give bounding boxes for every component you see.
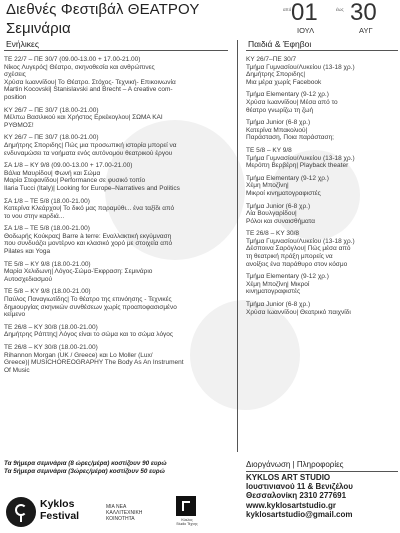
logo-text-festival: Festival [40,510,80,522]
tagline-line: ΜΙΑ ΝΕΑ [106,504,127,510]
adults-seminar-list [4,56,228,374]
seminar-date-or-group: Τμήμα Junior (6-8 χρ.) [246,301,311,309]
seminar-entry [4,261,228,284]
seminar-date-or-group: ΤΕ 5/8 – ΚΥ 9/8 [246,146,292,154]
seminar-entry [4,225,228,255]
seminar-detail-line: Rihannon Morgan (UK / Greece) και Lo Moller (Lux/ [4,351,153,359]
seminar-date-or-group: ΤΕ 5/8 – ΚΥ 9/8 (18.00-21.00) [4,288,91,296]
seminar-entry [246,175,398,198]
studio-caption-line: Studio Τέχνης [176,522,198,526]
seminar-detail-line: Θοδωρής Κούκρας| Barre à terre: Εναλλακτική εκγύμναση [4,232,172,240]
seminar-detail-line: Χρύσα Ιωαννίδου| Θεατρικό παιχνίδι [246,308,351,316]
seminar-detail-line: Pilates και Yoga [4,248,51,256]
organizer-name: KYKLOS ART STUDIO [246,473,331,482]
kyklos-studio-logo-icon [176,496,196,516]
tagline-line: ΚΟΙΝΟΤΗΤΑ [106,516,135,522]
seminar-detail-line: Δημήτρης Ράπτης| Λόγος είναι το σώμα και το σώμα λόγος [4,331,174,339]
seminar-date-or-group: ΤΕ 22/7 – ΠΕ 30/7 (09.00-13.00 + 17.00-21.00) [4,56,141,63]
seminar-date-or-group: ΤΕ 26/8 – ΚΥ 30/8 [246,230,299,238]
seminar-detail-line: Of Music [4,366,30,374]
kyklos-festival-logo-text [40,498,79,522]
seminar-date-or-group: ΤΕ 26/8 – ΚΥ 30/8 (18.00-21.00) [4,344,98,351]
seminar-entry [4,162,228,192]
date-from-month: ΙΟΥΛ [297,26,315,35]
seminar-detail-line: Λία Βουλγαρίδου| [246,210,297,218]
seminar-detail-line: σχέσεις [4,71,26,79]
seminar-date-or-group: ΣΑ 1/8 – ΤΕ 5/8 (18.00-21.00) [4,225,90,233]
seminar-detail-line: Κατερίνα Κλεάρχου| Το δικό μας παραμύθι... ένα ταξίδι από [4,205,175,213]
seminar-date-or-group: Τμήμα Junior (6-8 χρ.) [246,119,311,127]
kids-seminar-list [246,56,398,316]
seminar-detail-line: κείμενο [4,311,26,319]
seminar-detail-line: Δημήτρης Σποριδης| [246,71,306,79]
seminar-date-or-group: ΚΥ 26/7 – ΠΕ 30/7 (18.00-21.00) [4,106,99,114]
seminar-date-or-group: Τμήμα Elementary (9-12 χρ.) [246,174,329,182]
seminar-date-or-group: ΣΑ 1/8 – ΤΕ 5/8 (18.00-21.00) [4,197,90,205]
organizer-email[interactable]: kyklosartstudio@gmail.com [246,509,353,519]
seminar-detail-line: Μέλπω Βασιλικού και Χρήστος Ερκέκογλου| ΣΩΜΑ ΚΑΙ [4,114,163,122]
seminar-detail-line: Μια μέρα χωρίς Facebook [246,78,322,86]
seminar-detail-line: position [4,93,27,101]
seminar-detail-line: Ρόλοι και συναισθήματα [246,217,316,225]
seminar-entry [4,107,228,130]
seminar-detail-line: Κατερίνα Μπακολιού| [246,126,308,134]
studio-caption-line: Κύκλος [181,518,193,522]
seminar-entry [4,288,228,318]
seminar-entry [246,301,398,316]
seminar-detail-line: ΡΥΘΜΟΣ! [4,121,34,129]
seminar-detail-line: ανοίξεις ένα παράθυρο στον κόσμο [246,260,348,268]
seminar-detail-line: δημιουργίας σκηνικών συνθέσεων χωρίς προαποφασισμένο [4,303,177,311]
seminar-entry [246,203,398,226]
seminar-detail-line: θέατρο γνωρίζω τη ζωή [246,106,314,114]
pricing-notes [4,460,232,476]
organizer-info [246,460,398,519]
seminar-detail-line: Βάλια Μαυρίδου| Φωνή και Σώμα [4,169,101,177]
seminar-entry [246,119,398,142]
seminars-title: Σεμινάρια [6,20,71,37]
date-from-label: από [283,7,292,12]
tagline-line: ΚΑΛΛΙΤΕΧΝΙΚΗ [106,510,143,516]
seminar-detail-line: Τμήμα Γυμνασίου/Λυκείου (13-18 χρ.) [246,237,355,245]
seminar-entry [246,273,398,296]
date-from [283,0,323,44]
seminar-date-or-group: Τμήμα Elementary (9-12 χρ.) [246,273,329,281]
seminar-detail-line: τη θεατρική πράξη μπορείς να [246,253,333,261]
seminar-detail-line: Χέμη Μποζίνη| Μικροί [246,280,310,288]
organizer-website[interactable]: www.kyklosartstudio.gr [246,500,336,510]
seminar-detail-line: Μαρία Χελιδωνη| Λόγος-Σώμα-Έκφραση: Σεμινάριο [4,268,153,276]
seminar-detail-line: Greece)| MUSICHOREOGRAPHY The Body As An Instrument [4,359,184,367]
festival-tagline [106,504,142,522]
studio-logo-caption [170,518,204,526]
seminar-entry [246,91,398,114]
seminar-date-or-group: Τμήμα Junior (6-8 χρ.) [246,202,311,210]
seminar-detail-line: Παράσταση, Ποια παράσταση; [246,134,334,142]
seminar-detail-line: Τμήμα Γυμνασίου/Λυκείου (13-18 χρ.) [246,154,355,162]
seminar-entry [4,344,228,374]
organizer-city-phone: Θεσσαλονίκη 2310 277691 [246,491,347,501]
seminar-detail-line: Δέσποινα Σαρόγλου| Πώς μέσα από [246,245,351,253]
kyklos-festival-logo-icon [6,497,36,527]
seminar-detail-line: Αυτοσχεδιασμού [4,275,53,283]
seminar-detail-line: κινηματογραφιστές [246,288,301,296]
kids-column [246,39,398,321]
date-to-day: 30 [350,0,377,26]
seminar-detail-line: Μικροί κινηματογραφιστές [246,189,321,197]
seminar-date-or-group: ΤΕ 26/8 – ΚΥ 30/8 (18.00-21.00) [4,323,98,331]
seminar-detail-line: το νου στην καρδιά... [4,212,65,220]
adults-heading: Ενήλικες [4,39,228,51]
seminar-detail-line: Παύλος Παναγιωτίδης| Το θέατρο της επινόησης - Τεχνικές [4,296,172,304]
seminar-detail-line: Δημήτρης Σποριδης| Πώς μια προσωπική ιστορία μπορεί να [4,141,177,149]
seminar-detail-line: που συνδυάζει μοντέρνο και κλασικό χορό με στοιχεία από [4,240,173,248]
logo-row [6,496,238,532]
column-divider [237,40,238,452]
seminar-date-or-group: ΣΑ 1/8 – ΚΥ 9/8 (09.00-13.00 + 17.00-21.00) [4,162,133,170]
seminar-detail-line: Μερόπη Βερβέρη| Playback theater [246,162,349,170]
seminar-entry [4,56,228,102]
seminar-detail-line: Χέμη Μποζίνη| [246,182,289,190]
date-from-day: 01 [291,0,318,26]
festival-title: Διεθνές Φεστιβάλ ΘΕΑΤΡΟΥ [6,1,200,18]
price-note-9day: Τα 9ήμερα σεμινάρια (8 ώρες/μέρα) κοστίζουν 90 ευρώ [4,460,167,467]
seminar-detail-line: Νίκος Λυγερός| Θέατρο, σκηνοθεσία και ανθρώπινες [4,63,155,71]
seminar-detail-line: Τμήμα Γυμνασίου/Λυκείου (13-18 χρ.) [246,63,355,71]
seminar-entry [246,230,398,268]
seminar-entry [4,324,228,339]
seminar-entry [4,134,228,157]
seminar-detail-line: Martin Kocovski| Stanislavski and Brecht – A creative com- [4,86,173,94]
date-to [336,0,386,44]
seminar-detail-line: ενδυναμώσει τα νοήματα ενός αυτόνομου θεατρικού έργου [4,149,173,157]
seminar-entry [246,147,398,170]
organizer-address: Ιουστινιανού 11 & Βενιζέλου [246,482,353,492]
logo-text-kyklos: Kyklos [40,498,75,510]
seminar-detail-line: Μαρία Στεφανίδου| Performance σε φυσικό τοπίο [4,177,146,185]
seminar-entry [246,56,398,86]
seminar-date-or-group: ΚΥ 26/7 – ΠΕ 30/7 (18.00-21.00) [4,134,99,142]
organizer-heading: Διοργάνωση | Πληροφορίες [246,460,398,472]
seminar-detail-line: Ilaria Tucci (Italy)| Looking for Europe–Narratives and Politics [4,184,180,192]
seminar-detail-line: Χρύσα Ιωαννίδου| Το Θέατρο. Στόχος- Τεχνική- Επικοινωνία [4,78,176,86]
price-note-5day: Τα 5ήμερα σεμινάρια (3ώρες/μέρα) κοστίζουν 50 ευρώ [4,468,165,475]
seminar-date-or-group: ΤΕ 5/8 – ΚΥ 9/8 (18.00-21.00) [4,260,91,268]
date-to-month: ΑΥΓ [359,26,373,35]
seminar-detail-line: Χρύσα Ιωαννίδου| Μέσα από το [246,98,338,106]
kids-heading: Παιδιά & Έφηβοι [246,39,398,51]
seminar-entry [4,198,228,221]
date-to-label: έως [336,7,344,12]
seminar-date-or-group: Τμήμα Elementary (9-12 χρ.) [246,91,329,99]
seminar-date-or-group: ΚΥ 26/7–ΠΕ 30/7 [246,56,297,63]
adults-column [4,39,228,379]
